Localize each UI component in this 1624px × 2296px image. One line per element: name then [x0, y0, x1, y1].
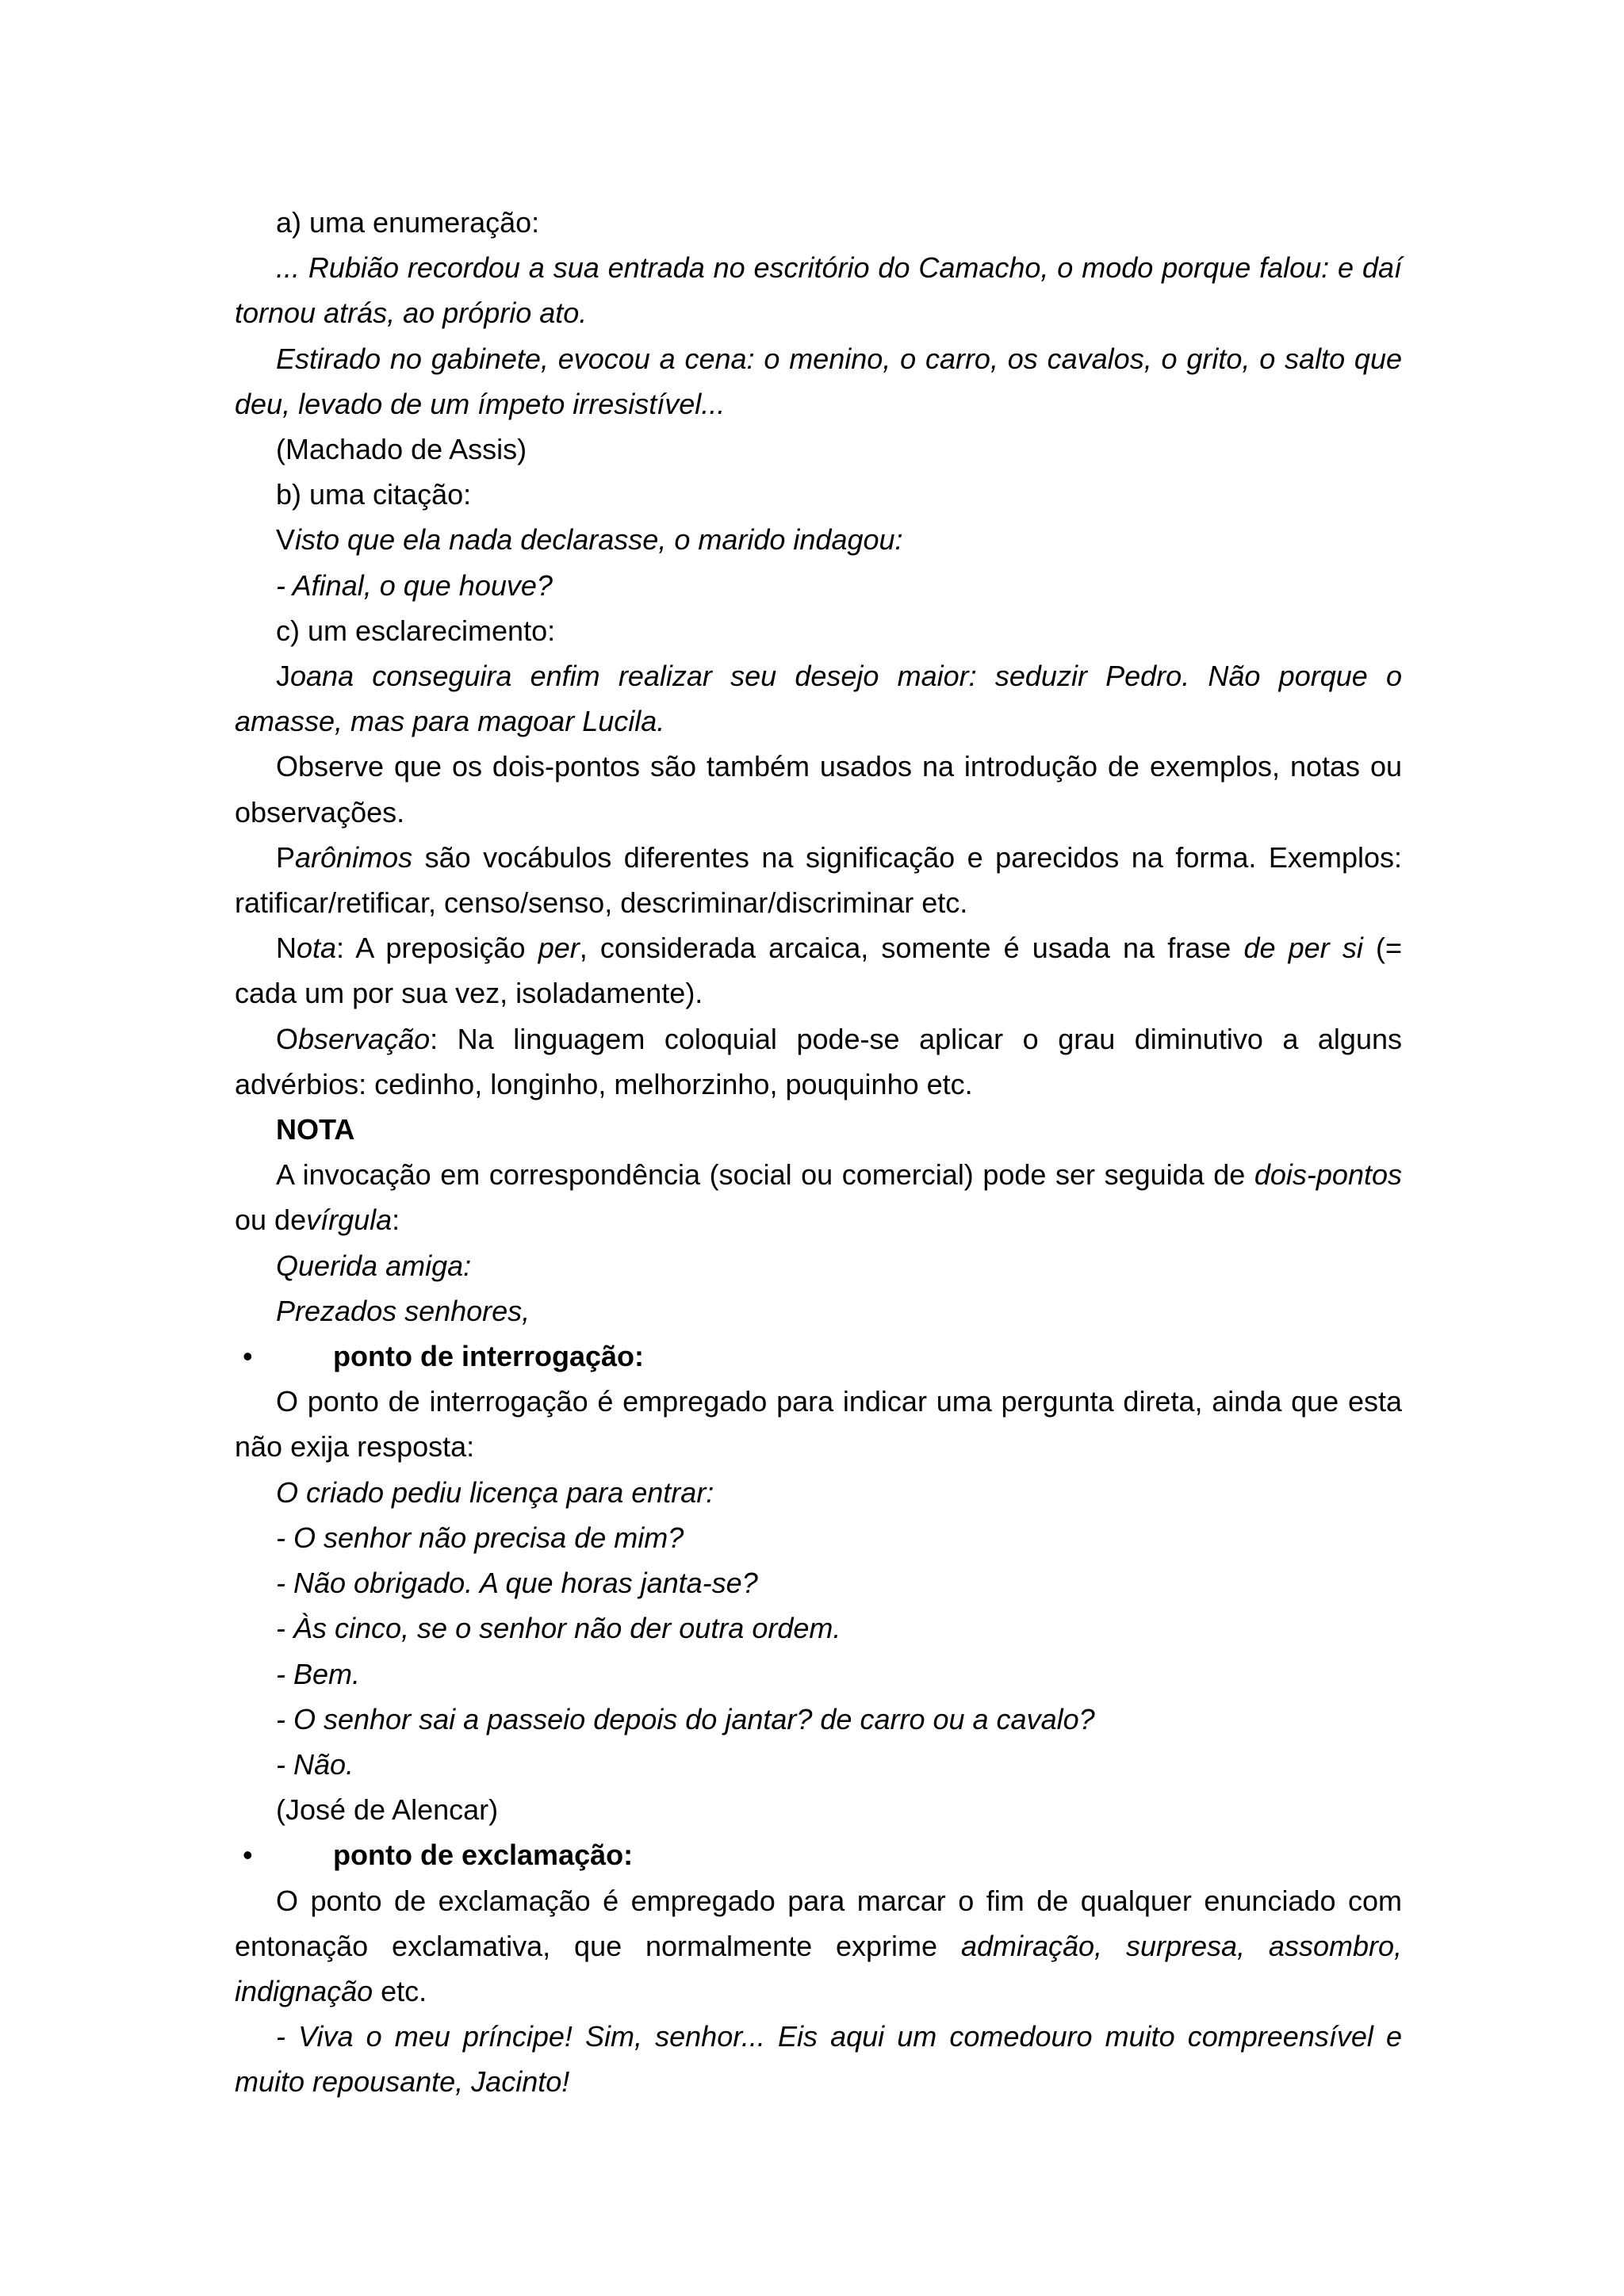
body-paragraph: O ponto de interrogação é empregado para indicar uma pergunta direta, ainda que esta não exija resposta: — [235, 1385, 1402, 1464]
text-span: bservação — [298, 1022, 431, 1055]
text-span: , considerada arcaica, somente é usada na frase — [579, 932, 1244, 965]
text-span: admiração, surpresa, assombro, indignação — [235, 1929, 1402, 2007]
section-heading-interrogation — [235, 1334, 1402, 1379]
text-span: arônimos — [295, 840, 413, 874]
text-span: isto que ela nada declarasse, o marido indagou: — [295, 523, 903, 557]
list-item-enumeration: a) uma enumeração: — [276, 206, 540, 239]
bullet-icon: • — [243, 1340, 253, 1373]
quote-paragraph — [235, 517, 1402, 562]
text-span: ota — [297, 932, 337, 965]
dialogue-line: O criado pediu licença para entrar: — [276, 1475, 714, 1509]
text-span: de per si — [1243, 932, 1363, 965]
text-span: (= cada um por sua vez, isoladamente). — [235, 932, 1402, 1010]
dialogue-line: - O senhor não precisa de mim? — [276, 1521, 684, 1554]
text-span: A invocação em correspondência (social ou comercial) pode ser seguida de — [276, 1158, 1254, 1192]
section-heading-exclamation — [235, 1832, 1402, 1877]
text-span: vírgula — [306, 1203, 393, 1237]
text-span: : — [392, 1203, 400, 1237]
dialogue-line: - Não obrigado. A que horas janta-se? — [276, 1567, 758, 1600]
text-span: etc. — [373, 1974, 427, 2007]
quote-paragraph: Estirado no gabinete, evocou a cena: o menino, o carro, os cavalos, o grito, o salto que deu, levado de um ímpeto irresistível... — [235, 342, 1402, 420]
citation-author: (José de Alencar) — [276, 1793, 499, 1827]
quote-paragraph: - Viva o meu príncipe! Sim, senhor... Eis aqui um comedouro muito compreensível e muito repousante, Jacinto! — [235, 2020, 1402, 2099]
dialogue-line: - Bem. — [276, 1657, 361, 1690]
text-span: : Na linguagem coloquial pode-se aplicar o grau diminutivo a alguns advérbios: cedinho, longinho, melhorzinho, pouquinho etc. — [235, 1022, 1402, 1100]
text-span: são vocábulos diferentes na significação e parecidos na forma. Exemplos: ratificar/retificar, censo/senso, descriminar/discriminar etc. — [235, 840, 1402, 920]
section-heading-text: ponto de interrogação: — [333, 1340, 645, 1373]
text-span: V — [276, 523, 296, 557]
document-page — [235, 200, 1402, 2105]
dialogue-line: - O senhor sai a passeio depois do jantar? de carro ou a cavalo? — [276, 1702, 1095, 1735]
quote-paragraph — [235, 653, 1402, 744]
text-span: : A preposição — [336, 932, 538, 965]
section-heading-text: ponto de exclamação: — [333, 1839, 634, 1872]
body-paragraph — [235, 1878, 1402, 2015]
text-span: O — [276, 1022, 299, 1055]
quote-paragraph: ... Rubião recordou a sua entrada no escritório do Camacho, o modo porque falou: e daí tornou atrás, ao próprio ato. — [235, 251, 1402, 330]
list-item-clarification: c) um esclarecimento: — [276, 614, 556, 647]
bullet-icon: • — [243, 1839, 253, 1872]
body-paragraph — [235, 1152, 1402, 1242]
example-line: Querida amiga: — [276, 1249, 472, 1282]
citation-author: (Machado de Assis) — [276, 433, 527, 466]
text-span: ou de — [235, 1203, 307, 1237]
text-span: N — [276, 932, 297, 965]
body-paragraph — [235, 835, 1402, 925]
note-heading: NOTA — [276, 1113, 355, 1146]
example-line: Prezados senhores, — [276, 1294, 530, 1327]
body-paragraph: Observe que os dois-pontos são também usados na introdução de exemplos, notas ou observações. — [235, 750, 1402, 828]
dialogue-line: - Às cinco, se o senhor não der outra ordem. — [276, 1612, 841, 1645]
text-span: J — [276, 660, 290, 693]
text-span: dois-pontos — [1254, 1158, 1402, 1192]
text-span: oana conseguira enfim realizar seu desejo maior: seduzir Pedro. Não porque o amasse, mas para magoar Lucila. — [235, 660, 1402, 738]
note-paragraph — [235, 925, 1402, 1016]
quote-line: - Afinal, o que houve? — [276, 568, 553, 602]
observation-paragraph — [235, 1016, 1402, 1107]
text-span: P — [276, 840, 296, 874]
list-item-citation: b) uma citação: — [276, 478, 472, 511]
text-span: O ponto de exclamação é empregado para marcar o fim de qualquer enunciado com entonação exclamativa, que normalmente exprime — [235, 1884, 1402, 1962]
text-span: per — [538, 932, 580, 965]
dialogue-line: - Não. — [276, 1747, 354, 1781]
